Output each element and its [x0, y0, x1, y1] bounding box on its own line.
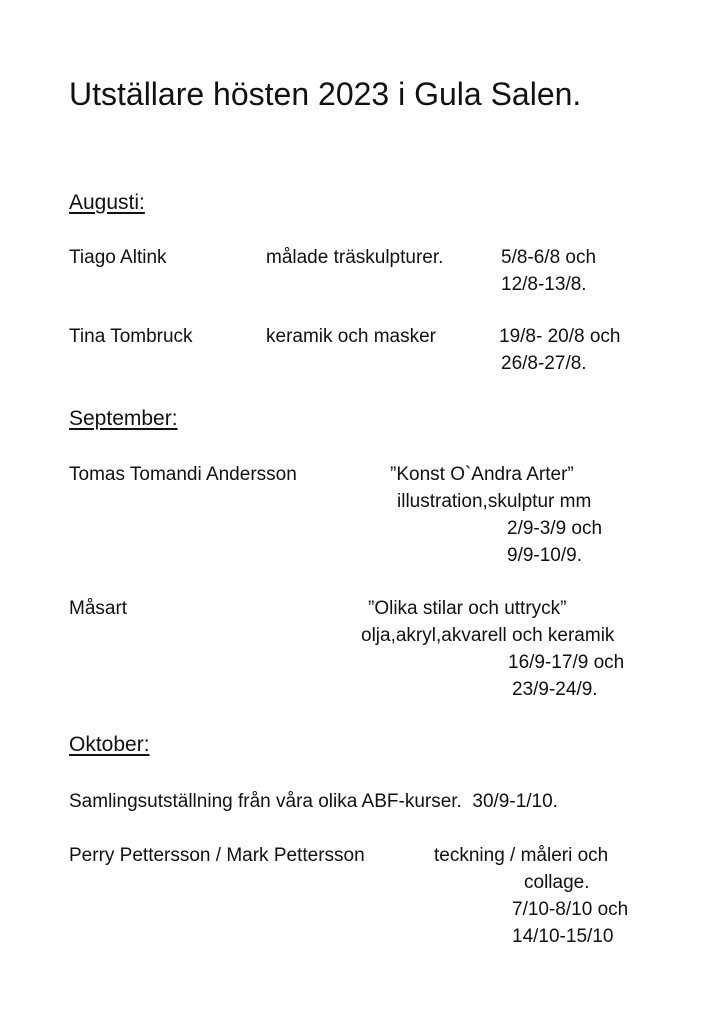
exhibit-dates: 14/10-15/10: [512, 926, 614, 947]
exhibitor-name: Tina Tombruck: [69, 326, 193, 347]
exhibit-description: olja,akryl,akvarell och keramik: [361, 625, 615, 646]
exhibitor-name: Tiago Altink: [69, 247, 167, 268]
exhibitor-name: Perry Pettersson / Mark Pettersson: [69, 845, 365, 866]
exhibit-title: ”Olika stilar och uttryck”: [368, 598, 567, 619]
exhibit-dates: 2/9-3/9 och: [507, 518, 603, 539]
section-heading-september: September:: [69, 407, 178, 430]
exhibit-line: Samlingsutställning från våra olika ABF-kurser. 30/9-1/10.: [69, 791, 558, 812]
exhibitor-name: Måsart: [69, 598, 128, 619]
section-heading-augusti: Augusti:: [69, 191, 145, 214]
exhibit-dates: 5/8-6/8 och: [501, 247, 597, 268]
exhibit-dates: 26/8-27/8.: [501, 353, 587, 374]
page-title: Utställare hösten 2023 i Gula Salen.: [69, 76, 582, 112]
exhibit-description: collage.: [524, 872, 590, 893]
exhibit-description: teckning / måleri och: [434, 845, 609, 866]
section-heading-oktober: Oktober:: [69, 733, 150, 756]
exhibit-dates: 23/9-24/9.: [512, 679, 598, 700]
exhibit-description: keramik och masker: [266, 326, 436, 347]
exhibit-title: ”Konst O`Andra Arter”: [390, 464, 574, 485]
exhibit-description: illustration,skulptur mm: [397, 491, 592, 512]
exhibit-dates: 12/8-13/8.: [501, 274, 587, 295]
exhibit-dates: 7/10-8/10 och: [512, 899, 629, 920]
exhibit-description: målade träskulpturer.: [266, 247, 444, 268]
exhibitor-name: Tomas Tomandi Andersson: [69, 464, 297, 485]
exhibit-dates: 16/9-17/9 och: [508, 652, 625, 673]
exhibit-dates: 19/8- 20/8 och: [499, 326, 621, 347]
exhibit-dates: 9/9-10/9.: [507, 545, 582, 566]
